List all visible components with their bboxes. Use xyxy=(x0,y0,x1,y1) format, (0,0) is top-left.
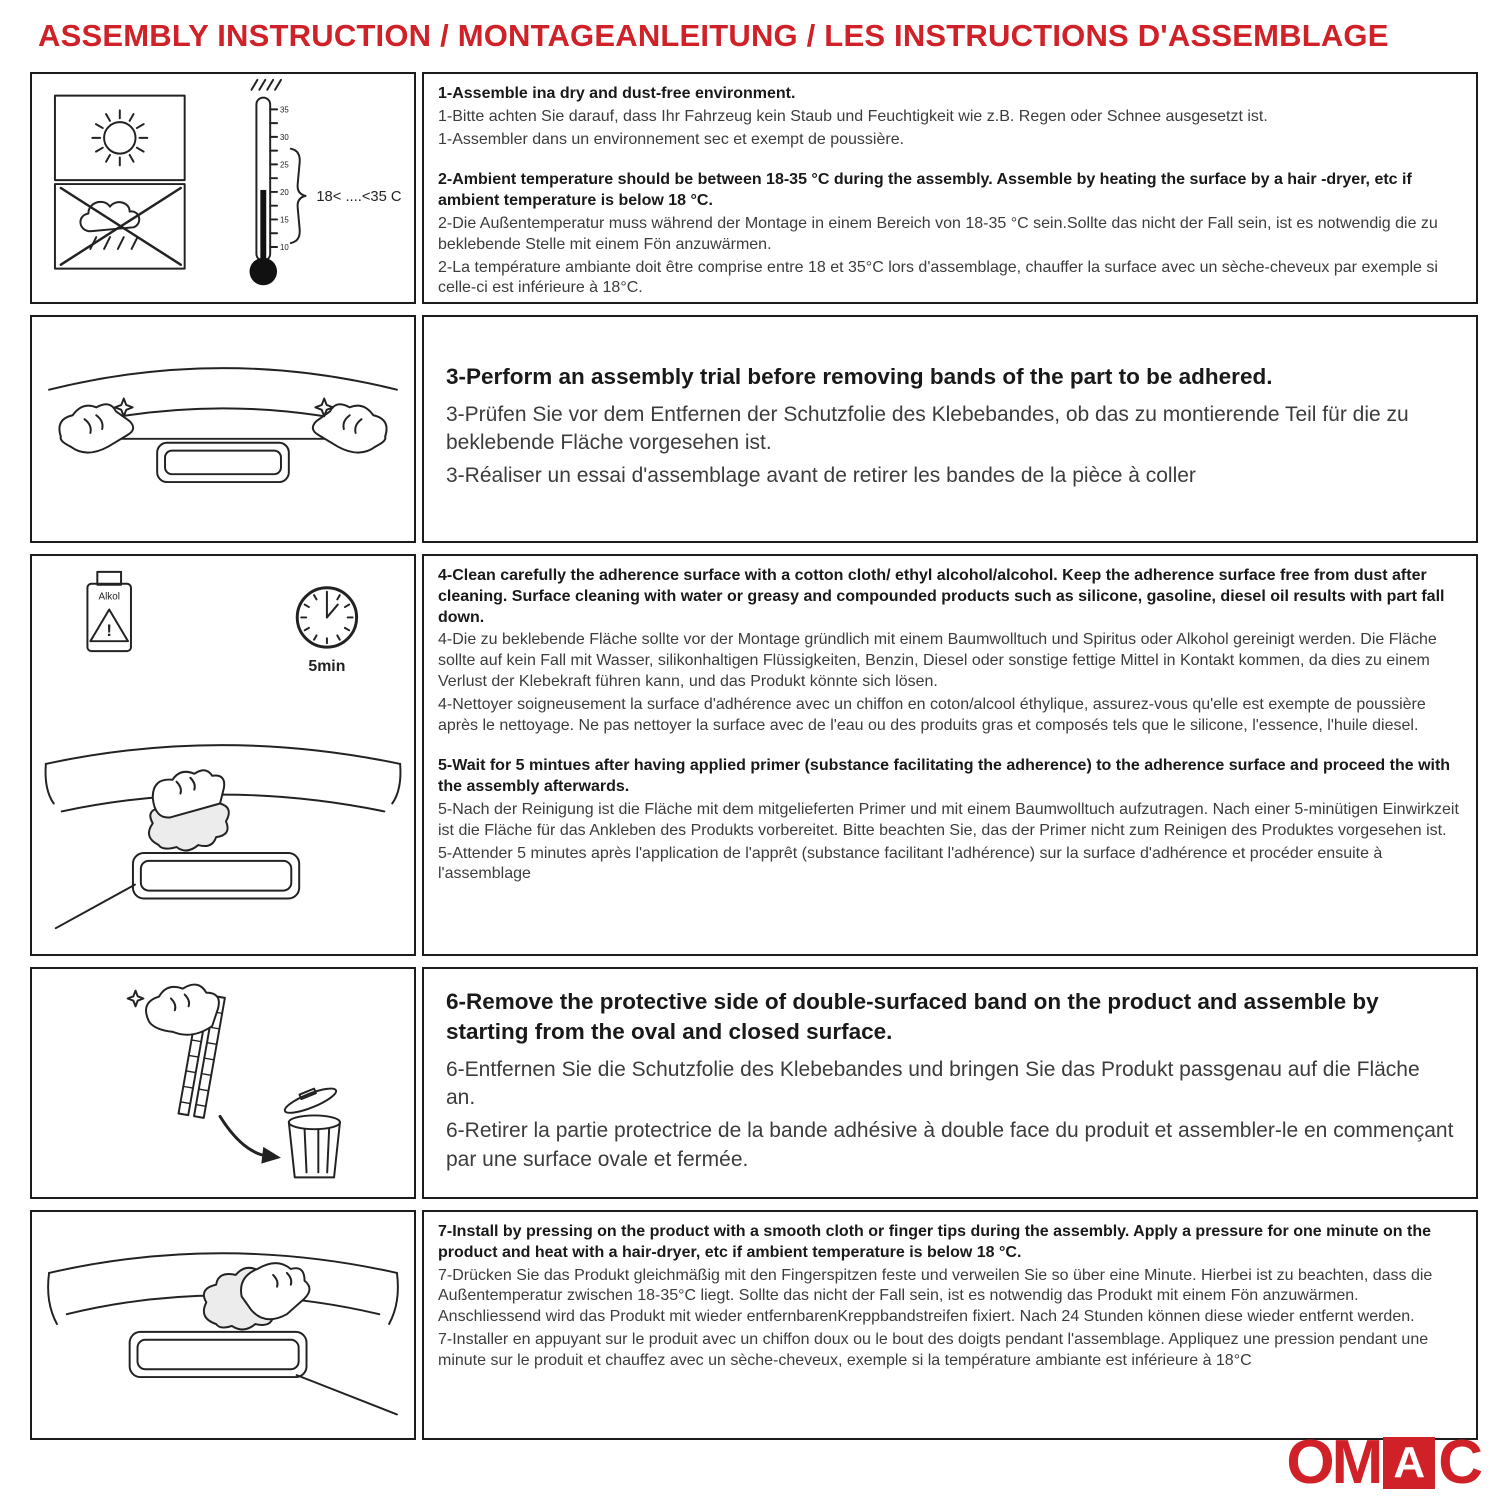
instruction-1-fr: 1-Assembler dans un environnement sec et exempt de poussière. xyxy=(438,130,905,148)
sun-icon xyxy=(92,110,147,165)
instruction-7-en: 7-Install by pressing on the product with a smooth cloth or finger tips during the assembly. Apply a pressure for one minute on the product and heat with a hair-dryer, etc if ambient temperature is below 18 °C. xyxy=(438,1223,1431,1261)
svg-text:30: 30 xyxy=(280,132,289,142)
svg-text:10: 10 xyxy=(280,242,289,252)
instruction-4-fr: 4-Nettoyer soigneusement la surface d'adhérence avec un chiffon en coton/alcool éthylique, assurez-vous qu'elle est exempte de poussière après le nettoyage. Ne pas nettoyer la surface avec de l'eau ou des produits gras et composés tels que le silicone, l'essence, l'huile diesel. xyxy=(438,695,1426,734)
svg-text:15: 15 xyxy=(280,215,289,225)
cleaning-illustration xyxy=(32,556,414,954)
hand-icon xyxy=(241,1263,309,1319)
wait-time-label: 5min xyxy=(308,657,346,675)
illustration-press-install xyxy=(30,1210,416,1440)
instruction-2-en: 2-Ambient temperature should be between 18-35 °C during the assembly. Assemble by heating the surface by a hair -dryer, etc if ambient temperature is below 18 °C. xyxy=(438,171,1412,210)
instruction-2-fr: 2-La température ambiante doit être comprise entre 18 et 35°C lors d'assemblage, chauffer la surface avec un sèche-cheveux par exemple si celle-ci est inférieure à 18°C. xyxy=(438,258,1438,297)
svg-text:20: 20 xyxy=(280,187,289,197)
instruction-text-3 xyxy=(422,554,1478,956)
instruction-6-fr: 6-Retirer la partie protectrice de la bande adhésive à double face du produit et assembler-le en commençant par une surface ovale et fermée. xyxy=(446,1119,1454,1171)
instruction-text-1 xyxy=(422,72,1478,304)
svg-text:25: 25 xyxy=(280,160,289,170)
instruction-7-fr: 7-Installer en appuyant sur le produit avec un chiffon doux ou le bout des doigts pendant l'assemblage. Appliquez une pression pendant une minute sur le produit et chauffez avec un sèche-cheveux, exemple si la température ambiante est inférieure à 18°C xyxy=(438,1330,1429,1369)
press-install-illustration xyxy=(32,1212,414,1438)
logo-text-om: OM xyxy=(1286,1428,1381,1497)
instruction-3-en: 3-Perform an assembly trial before removing bands of the part to be adhered. xyxy=(446,364,1273,390)
instruction-text-2 xyxy=(422,315,1478,543)
illustration-remove-band xyxy=(30,967,416,1199)
trash-can-icon xyxy=(281,1081,340,1177)
instruction-3-fr: 3-Réaliser un essai d'assemblage avant de retirer les bandes de la pièce à coller xyxy=(446,464,1196,488)
instruction-5-de: 5-Nach der Reinigung ist die Fläche mit dem mitgelieferten Primer und mit einem Baumwolltuch aufzutragen. Nach einer 5-minütigen Einwirkzeit ist die Fläche für das Ankleben des Produkts vorbereitet. Bitte beachten Sie, das der Primer nicht zum Reinigen des Produktes vorgesehen ist. xyxy=(438,800,1459,839)
instruction-6-en: 6-Remove the protective side of double-surfaced band on the product and assemble by starting from the oval and closed surface. xyxy=(446,988,1379,1045)
instruction-6-de: 6-Entfernen Sie die Schutzfolie des Klebebandes und bringen Sie das Produkt passgenau auf die Fläche an. xyxy=(446,1057,1420,1110)
instruction-row-3 xyxy=(30,554,1478,956)
instruction-row-5 xyxy=(30,1210,1478,1440)
illustration-assembly-trial xyxy=(30,315,416,543)
instruction-text-4 xyxy=(422,967,1478,1199)
arrow-icon xyxy=(220,1116,261,1154)
thermometer-mercury xyxy=(250,190,278,285)
instruction-row-2 xyxy=(30,315,1478,543)
instruction-text-5 xyxy=(422,1210,1478,1440)
instruction-1-de: 1-Bitte achten Sie darauf, dass Ihr Fahrzeug kein Staub und Feuchtigkeit wie z.B. Regen oder Schnee ausgesetzt ist. xyxy=(438,107,1268,125)
instruction-3-de: 3-Prüfen Sie vor dem Entfernen der Schutzfolie des Klebebandes, ob das zu montierende Teil für die zu beklebende Fläche vorgesehen ist. xyxy=(446,402,1409,455)
svg-text:35: 35 xyxy=(280,105,289,115)
trim-part xyxy=(157,443,289,482)
arrowhead xyxy=(261,1147,281,1164)
instruction-row-1 xyxy=(30,72,1478,304)
instruction-5-fr: 5-Attender 5 minutes après l'application de l'apprêt (substance facilitant l'adhérence) sur la surface d'adhérence et procéder ensuite à l'assemblage xyxy=(438,844,1383,883)
instruction-1-en: 1-Assemble ina dry and dust-free environment. xyxy=(438,85,796,102)
instruction-7-de: 7-Drücken Sie das Produkt gleichmäßig mit den Fingerspitzen feste und verweilen Sie so über eine Minute. Hierbei ist zu beachten, dass die Außentemperatur zwischen 18-35°C liegt. Sollte das nicht der Fall sein, ist es notwendig das Produkt mit einem Fön anzuwärmen. Anschliessend wird das Produkt mit wieder entfernbarenKreppbandstreifen fixiert. Nach 24 Stunden können diese wieder entfernt werden. xyxy=(438,1266,1433,1326)
instruction-5-en: 5-Wait for 5 mintues after having applied primer (substance facilitating the adherence) to the adherence surface and proceed the with the assembly afterwards. xyxy=(438,757,1451,796)
logo-text-c: C xyxy=(1438,1428,1480,1497)
hand-icon xyxy=(146,985,219,1035)
instruction-4-de: 4-Die zu beklebende Fläche sollte vor der Montage gründlich mit einem Baumwolltuch und Spiritus oder Alkohol gereinigt werden. Die Fläche sollte auf kein Fall mit Wasser, silikonhaltigen Flüssigkeiten, Benzin, Diesel oder sonstige fettige Mittel in Kontakt kommen, da dies zu einem Verlust der Klebekraft führen kann, und das Produkt könnte sich lösen. xyxy=(438,631,1437,690)
environment-temperature-illustration xyxy=(32,74,414,302)
page-title: ASSEMBLY INSTRUCTION / MONTAGEANLEITUNG / LES INSTRUCTIONS D'ASSEMBLAGE xyxy=(38,18,1389,53)
assembly-trial-illustration xyxy=(32,317,414,541)
omac-logo xyxy=(1286,1428,1480,1497)
instruction-row-4 xyxy=(30,967,1478,1199)
trim-part xyxy=(130,1332,307,1377)
logo-box-a: A xyxy=(1383,1437,1435,1489)
sparkle-icon xyxy=(128,991,144,1007)
no-rain-icon xyxy=(61,188,181,265)
temperature-range-label: 18< ....<35 C xyxy=(316,188,402,205)
remove-band-illustration xyxy=(32,969,414,1197)
illustration-environment-temperature xyxy=(30,72,416,304)
clock-icon xyxy=(297,588,356,647)
instruction-2-de: 2-Die Außentemperatur muss während der Montage in einem Bereich von 18-35 °C sein.Sollte das nicht der Fall sein, ist es notwendig die zu beklebende Stelle mit einem Fön anzuwärmen. xyxy=(438,214,1438,253)
warning-exclamation: ! xyxy=(106,621,112,641)
illustration-cleaning xyxy=(30,554,416,956)
instruction-4-en: 4-Clean carefully the adherence surface with a cotton cloth/ ethyl alcohol/alcohol. Keep the adherence surface free from dust after cleaning. Surface cleaning with water or greasy and compounded products such as silicone, gasoline, diesel oil results with part fall down. xyxy=(438,567,1445,626)
trim-part xyxy=(133,853,299,899)
bottle-label: Alkol xyxy=(98,591,120,603)
thermometer-icon xyxy=(252,80,306,261)
